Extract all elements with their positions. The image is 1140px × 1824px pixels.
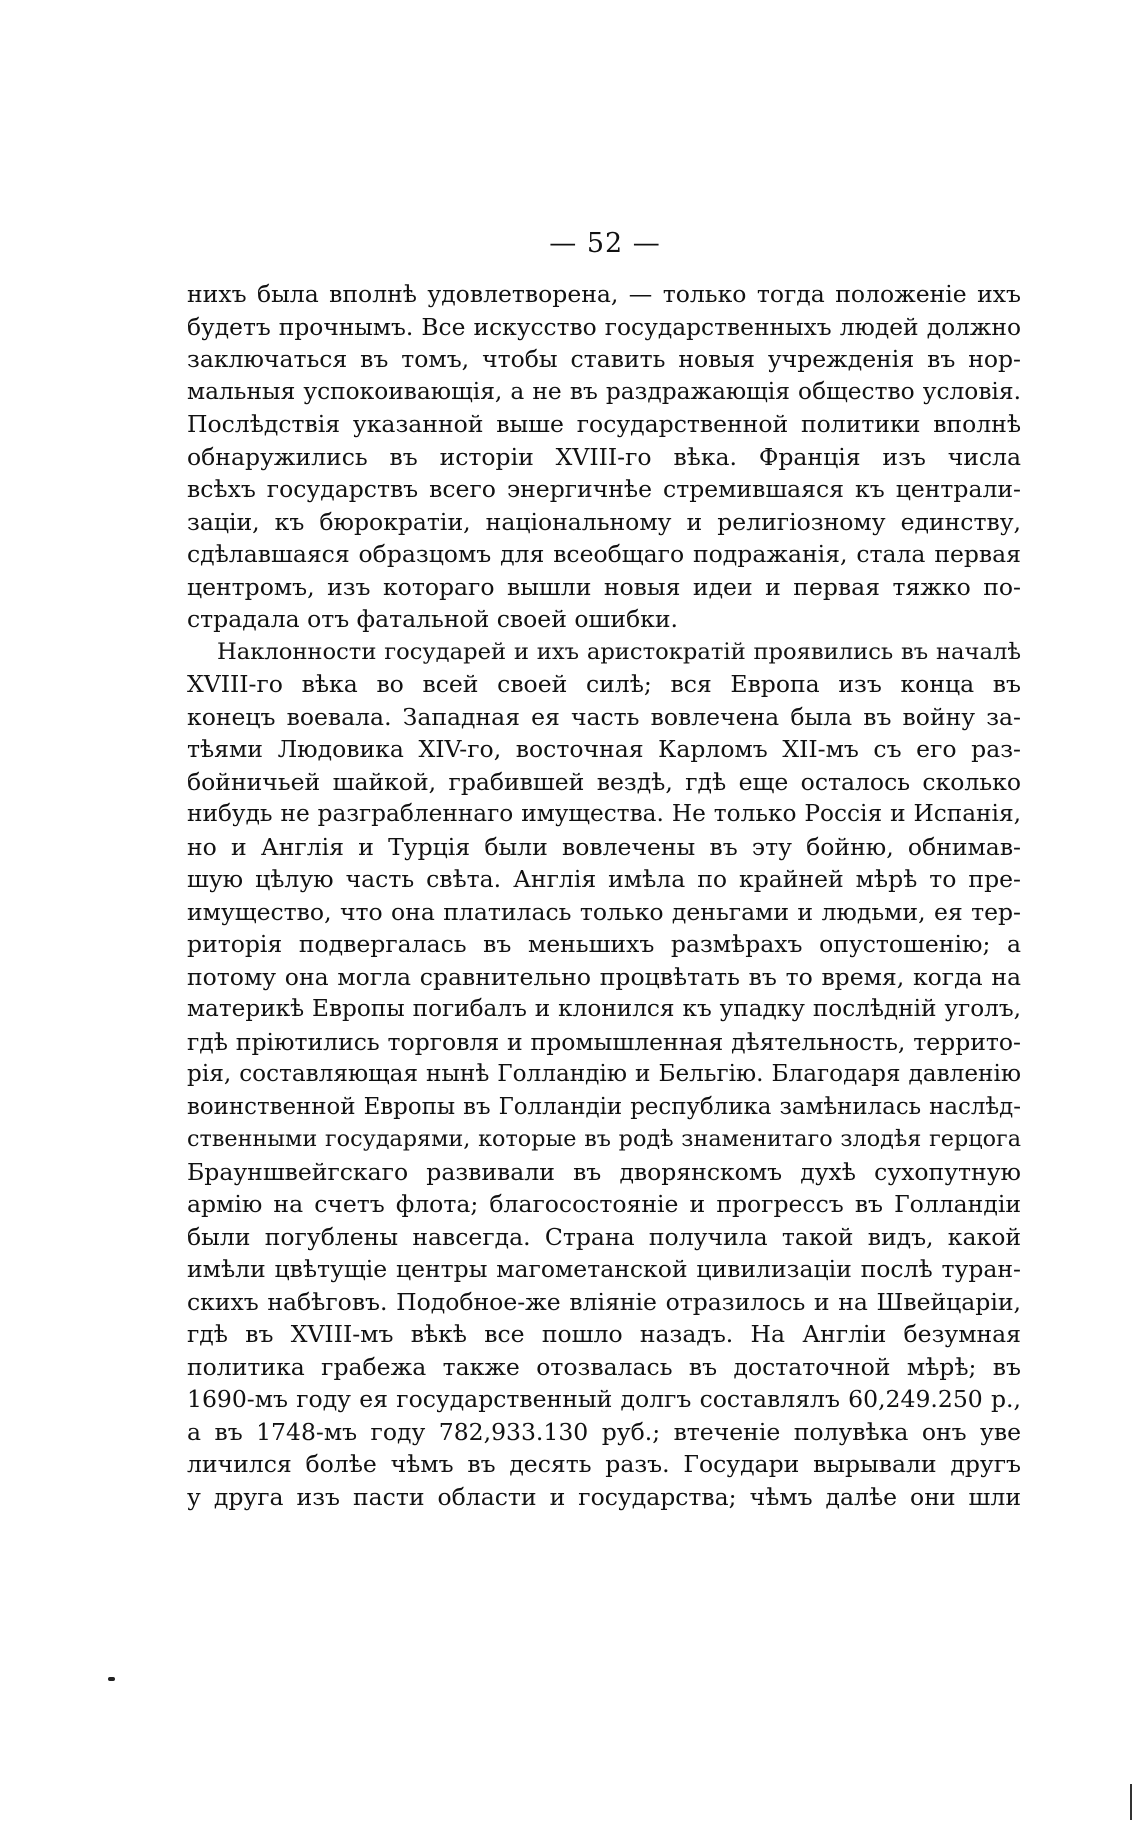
- text-line: гдѣ пріютились торговля и промышленная дѣятельность, террито-: [187, 1027, 1021, 1056]
- text-line: нихъ была вполнѣ удовлетворена, — только тогда положеніе ихъ: [187, 280, 1021, 308]
- text-line: Послѣдствія указанной выше государственной политики вполнѣ: [187, 410, 1021, 438]
- scan-speck: [108, 1677, 115, 1681]
- text-line: риторія подвергалась въ меньшихъ размѣрахъ опустошенію; а: [187, 930, 1021, 958]
- text-line: конецъ воевала. Западная ея часть вовлечена была въ войну за-: [187, 702, 1021, 731]
- text-line: у друга изъ пасти области и государства; чѣмъ далѣе они шли: [187, 1482, 1021, 1511]
- text-line: центромъ, изъ котораго вышли новыя идеи и первая тяжко по-: [187, 572, 1021, 601]
- text-line: сдѣлавшаяся образцомъ для всеобщаго подражанія, стала первая: [187, 540, 1021, 568]
- text-line: 1690-мъ году ея государственный долгъ составлялъ 60,249.250 р.,: [187, 1385, 1021, 1413]
- text-line: бойничьей шайкой, грабившей вездѣ, гдѣ еще осталось сколько: [187, 767, 1021, 796]
- text-line: шую цѣлую часть свѣта. Англія имѣла по крайней мѣрѣ то пре-: [187, 865, 1021, 893]
- text-line: а въ 1748-мъ году 782,933.130 руб.; втеченіе полувѣка онъ уве: [187, 1417, 1021, 1446]
- text-line: потому она могла сравнительно процвѣтать въ то время, когда на: [187, 962, 1021, 991]
- text-line: заціи, къ бюрократіи, національному и религіозному единству,: [187, 507, 1021, 536]
- scan-edge-mark: [1130, 1784, 1132, 1820]
- text-line: политика грабежа также отозвалась въ достаточной мѣрѣ; въ: [187, 1352, 1021, 1381]
- text-line: рія, составляющая нынѣ Голландію и Бельгію. Благодаря давленію: [187, 1061, 1021, 1087]
- text-line: гдѣ въ XVIII-мъ вѣкѣ все пошло назадъ. На Англіи безумная: [187, 1320, 1021, 1348]
- text-line: XVIII-го вѣка во всей своей силѣ; вся Европа изъ конца въ: [187, 670, 1021, 698]
- text-line: будетъ прочнымъ. Все искусство государственныхъ людей должно: [187, 312, 1021, 341]
- text-line: тѣями Людовика XIV-го, восточная Карломъ XII-мъ съ его раз-: [187, 735, 1021, 763]
- text-line: скихъ набѣговъ. Подобное-же вліяніе отразилось и на Швейцаріи,: [187, 1287, 1021, 1316]
- body-text: [187, 278, 1021, 1513]
- text-line: мальныя успокоивающія, а не въ раздражающія общество условія.: [187, 377, 1021, 405]
- text-line: воинственной Европы въ Голландіи республика замѣнилась наслѣд-: [187, 1093, 1021, 1120]
- text-line: заключаться въ томъ, чтобы ставить новыя учрежденія въ нор-: [187, 345, 1021, 373]
- text-line: Брауншвейгскаго развивали въ дворянскомъ духѣ сухопутную: [187, 1157, 1021, 1186]
- text-line: были погублены навсегда. Страна получила такой видъ, какой: [187, 1222, 1021, 1251]
- text-line: имущество, что она платилась только деньгами и людьми, ея тер-: [187, 897, 1021, 926]
- text-line: нибудь не разграбленнаго имущества. Не только Россія и Испанія,: [187, 800, 1021, 827]
- text-line: армію на счетъ флота; благосостояніе и прогрессъ въ Голландіи: [187, 1190, 1021, 1218]
- text-line: Наклонности государей и ихъ аристократій проявились въ началѣ: [217, 638, 1021, 665]
- text-line: обнаружились въ исторіи XVIII-го вѣка. Франція изъ числа: [187, 442, 1021, 471]
- text-line: страдала отъ фатальной своей ошибки.: [187, 605, 678, 633]
- page-number: — 52 —: [549, 228, 661, 259]
- text-line: имѣли цвѣтущіе центры магометанской цивилизаціи послѣ туран-: [187, 1255, 1021, 1283]
- text-line: ственными государями, которые въ родѣ знаменитаго злодѣя герцога: [187, 1126, 1021, 1152]
- text-line: материкѣ Европы погибалъ и клонился къ упадку послѣдній уголъ,: [187, 995, 1021, 1022]
- text-line: личился болѣе чѣмъ въ десять разъ. Государи вырывали другъ: [187, 1450, 1021, 1478]
- text-line: всѣхъ государствъ всего энергичнѣе стремившаяся къ централи-: [187, 475, 1021, 503]
- text-line: но и Англія и Турція были вовлечены въ эту бойню, обнимав-: [187, 832, 1021, 861]
